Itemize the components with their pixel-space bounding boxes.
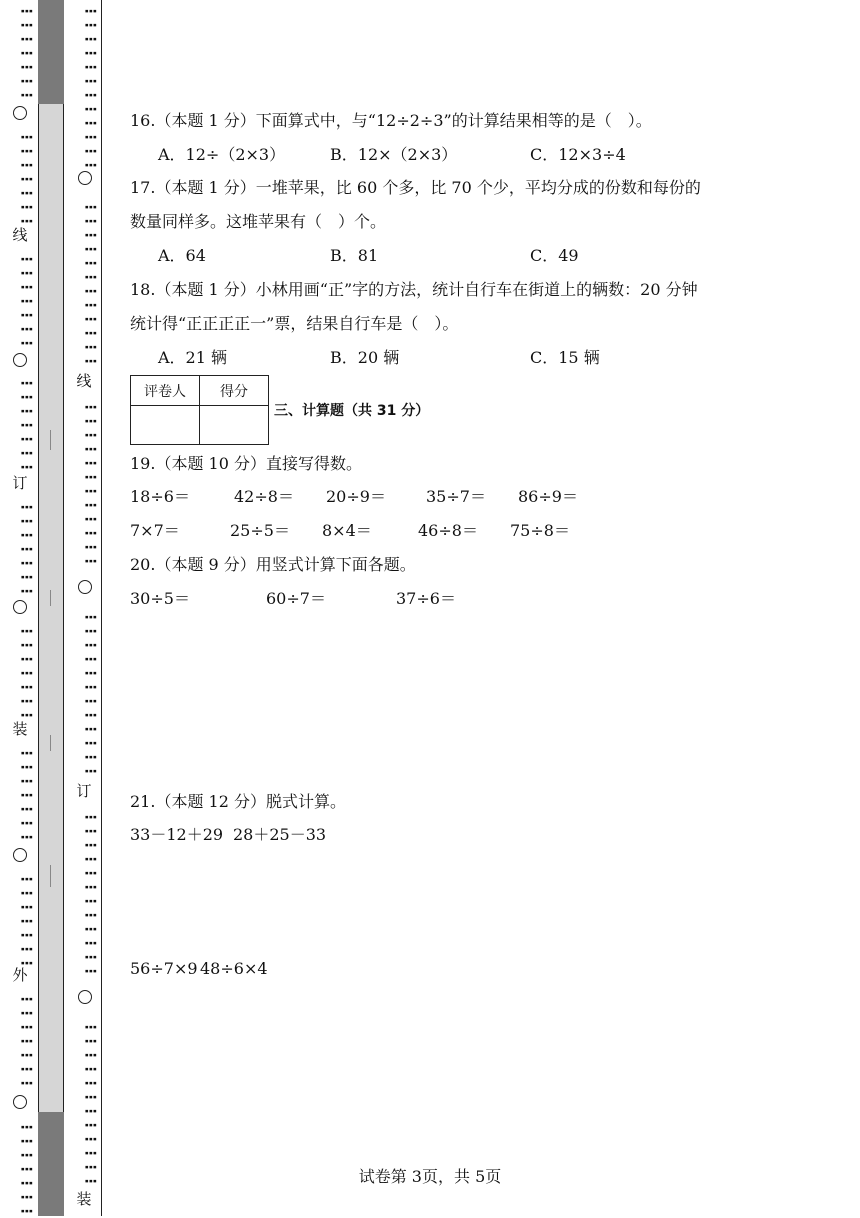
- binding-dots: ⋮⋮⋮⋮⋮⋮⋮⋮⋮⋮⋮⋮: [82, 200, 98, 368]
- binding-dark-block-top: [38, 0, 64, 104]
- q19-item: 7×7＝: [130, 521, 180, 540]
- score-table: [130, 375, 269, 445]
- binding-label-line: 线: [12, 226, 28, 244]
- binding-dots: ⋮⋮⋮⋮⋮⋮⋮: [18, 992, 34, 1090]
- binding-guide-mark: [50, 865, 51, 887]
- binding-circle: [13, 600, 27, 614]
- q21-item: 56÷7×9: [130, 959, 198, 978]
- page-footer: 试卷第 3页，共 5页: [358, 1167, 502, 1186]
- binding-circle: [13, 106, 27, 120]
- binding-dots: ⋮⋮⋮⋮⋮⋮⋮: [18, 4, 34, 102]
- binding-gray-band: [38, 0, 64, 1216]
- question-21: 21.（本题 12 分）脱式计算。: [130, 792, 346, 811]
- binding-circle: [13, 848, 27, 862]
- score-cell[interactable]: [200, 406, 269, 445]
- q16-option-a: A．12÷（2×3）: [158, 145, 286, 164]
- q19-item: 8×4＝: [322, 521, 372, 540]
- binding-margin: [0, 0, 102, 1216]
- question-18-line2: 统计得“正正正正一”票，结果自行车是（ ）。: [130, 314, 459, 333]
- q20-item: 30÷5＝: [130, 589, 190, 608]
- q20-item: 37÷6＝: [396, 589, 456, 608]
- binding-circle: [78, 580, 92, 594]
- binding-dots: ⋮⋮⋮⋮⋮⋮⋮: [18, 624, 34, 722]
- binding-dots: ⋮⋮⋮⋮⋮⋮⋮: [18, 1120, 34, 1218]
- q18-option-b: B．20 辆: [330, 348, 400, 367]
- binding-circle: [78, 990, 92, 1004]
- q17-option-a: A．64: [158, 246, 206, 265]
- q21-item: 28＋25－33: [233, 825, 327, 844]
- binding-guide-mark: [50, 430, 51, 450]
- binding-guide-mark: [50, 590, 51, 606]
- q19-item: 25÷5＝: [230, 521, 290, 540]
- q19-item: 18÷6＝: [130, 487, 190, 506]
- binding-dots: ⋮⋮⋮⋮⋮⋮⋮⋮⋮⋮⋮⋮: [82, 810, 98, 978]
- question-20: 20.（本题 9 分）用竖式计算下面各题。: [130, 555, 416, 574]
- question-18-line1: 18.（本题 1 分）小林用画“正”字的方法，统计自行车在街道上的辆数：20 分钟: [130, 280, 698, 299]
- question-16: 16.（本题 1 分）下面算式中，与“12÷2÷3”的计算结果相等的是（ ）。: [130, 111, 652, 130]
- binding-guide-mark: [50, 735, 51, 751]
- binding-dots: ⋮⋮⋮⋮⋮⋮⋮: [18, 252, 34, 350]
- q19-item: 42÷8＝: [234, 487, 294, 506]
- q19-item: 20÷9＝: [326, 487, 386, 506]
- q18-option-a: A．21 辆: [158, 348, 228, 367]
- q20-item: 60÷7＝: [266, 589, 326, 608]
- binding-label-bind: 装: [12, 720, 28, 738]
- binding-inner-label-line: 线: [76, 372, 92, 390]
- binding-circle: [78, 171, 92, 185]
- q21-item: 33－12＋29: [130, 825, 224, 844]
- question-17-line1: 17.（本题 1 分）一堆苹果，比 60 个多，比 70 个少，平均分成的份数和每份的: [130, 178, 701, 197]
- grader-cell[interactable]: [131, 406, 200, 445]
- q19-item: 46÷8＝: [418, 521, 478, 540]
- section-3-title: 三、计算题（共 31 分）: [274, 403, 430, 419]
- q19-item: 35÷7＝: [426, 487, 486, 506]
- binding-inner-label-order: 订: [76, 782, 92, 800]
- binding-dots: ⋮⋮⋮⋮⋮⋮⋮: [18, 500, 34, 598]
- q18-option-c: C．15 辆: [530, 348, 600, 367]
- binding-dots: ⋮⋮⋮⋮⋮⋮⋮⋮⋮⋮⋮⋮: [82, 400, 98, 568]
- score-header: 得分: [200, 376, 269, 406]
- q17-option-b: B．81: [330, 246, 379, 265]
- binding-label-order: 订: [12, 474, 28, 492]
- grader-header: 评卷人: [131, 376, 200, 406]
- binding-dots: ⋮⋮⋮⋮⋮⋮⋮⋮⋮⋮⋮⋮: [82, 4, 98, 172]
- binding-circle: [13, 1095, 27, 1109]
- question-19: 19.（本题 10 分）直接写得数。: [130, 454, 362, 473]
- binding-dots: ⋮⋮⋮⋮⋮⋮⋮: [18, 872, 34, 970]
- q19-item: 86÷9＝: [518, 487, 578, 506]
- q21-item: 48÷6×4: [200, 959, 268, 978]
- q16-option-c: C．12×3÷4: [530, 145, 626, 164]
- binding-dots: ⋮⋮⋮⋮⋮⋮⋮: [18, 376, 34, 474]
- q19-item: 75÷8＝: [510, 521, 570, 540]
- binding-dots: ⋮⋮⋮⋮⋮⋮⋮⋮⋮⋮⋮⋮: [82, 610, 98, 778]
- binding-circle: [13, 353, 27, 367]
- binding-dots: ⋮⋮⋮⋮⋮⋮⋮: [18, 130, 34, 228]
- binding-dots: ⋮⋮⋮⋮⋮⋮⋮: [18, 746, 34, 844]
- question-17-line2: 数量同样多。这堆苹果有（ ）个。: [130, 212, 387, 231]
- binding-dots: ⋮⋮⋮⋮⋮⋮⋮⋮⋮⋮⋮⋮: [82, 1020, 98, 1188]
- binding-label-outside: 外: [12, 966, 28, 984]
- q17-option-c: C．49: [530, 246, 579, 265]
- q16-option-b: B．12×（2×3）: [330, 145, 458, 164]
- binding-inner-label-bind: 装: [76, 1190, 92, 1208]
